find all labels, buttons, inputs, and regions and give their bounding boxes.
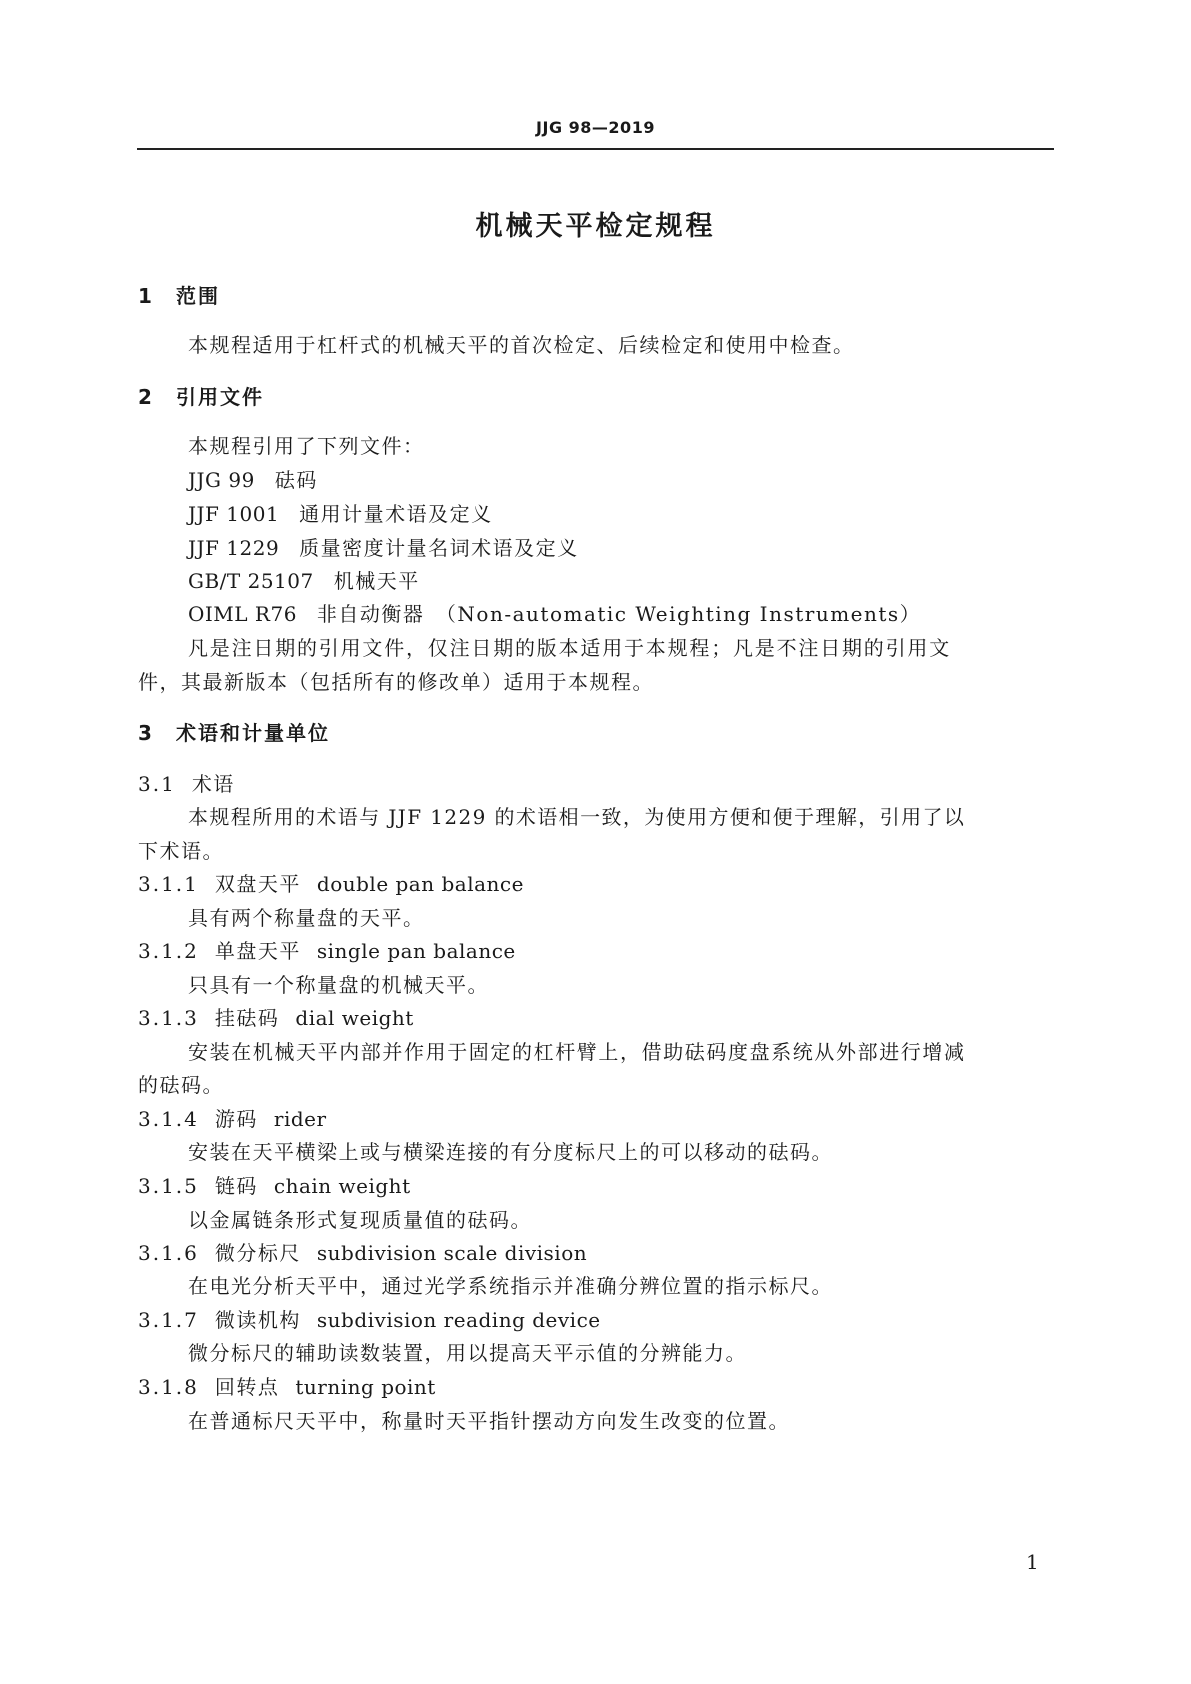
term-number: 3.1.5 bbox=[138, 1174, 199, 1198]
reference-name: 质量密度计量名词术语及定义 bbox=[299, 536, 579, 560]
reference-code: GB/T 25107 bbox=[188, 569, 314, 593]
subsection-number: 3.1 bbox=[138, 772, 176, 796]
term-english: chain weight bbox=[273, 1174, 411, 1198]
reference-item bbox=[188, 598, 921, 627]
section-3-heading bbox=[138, 717, 330, 746]
term-heading bbox=[138, 1371, 436, 1400]
term-heading bbox=[138, 1103, 327, 1132]
section-number: 3 bbox=[138, 721, 154, 745]
section-title: 术语和计量单位 bbox=[176, 721, 330, 745]
reference-note-line-2: 件，其最新版本（包括所有的修改单）适用于本规程。 bbox=[138, 670, 654, 694]
section-number: 1 bbox=[138, 284, 154, 308]
term-number: 3.1.2 bbox=[138, 939, 199, 963]
term-definition: 以金属链条形式复现质量值的砝码。 bbox=[188, 1208, 532, 1232]
reference-item bbox=[188, 565, 420, 594]
reference-name: 机械天平 bbox=[333, 569, 420, 593]
term-heading bbox=[138, 868, 524, 897]
term-definition-continued: 的砝码。 bbox=[138, 1073, 224, 1097]
term-english: dial weight bbox=[295, 1006, 414, 1030]
term-chinese: 挂砝码 bbox=[214, 1006, 280, 1030]
section-title: 范围 bbox=[176, 284, 220, 308]
reference-name: 通用计量术语及定义 bbox=[299, 502, 493, 526]
term-chinese: 游码 bbox=[214, 1107, 258, 1131]
term-number: 3.1.6 bbox=[138, 1241, 199, 1265]
subsection-3-1-heading bbox=[138, 768, 235, 797]
term-number: 3.1.7 bbox=[138, 1308, 199, 1332]
term-heading bbox=[138, 1170, 411, 1199]
subsection-title: 术语 bbox=[191, 772, 235, 796]
reference-code: OIML R76 bbox=[188, 602, 297, 626]
reference-code: JJG 99 bbox=[188, 468, 255, 492]
term-heading bbox=[138, 935, 516, 964]
term-definition: 安装在天平横梁上或与横梁连接的有分度标尺上的可以移动的砝码。 bbox=[188, 1140, 833, 1164]
reference-code: JJF 1001 bbox=[188, 502, 280, 526]
term-number: 3.1.8 bbox=[138, 1375, 199, 1399]
term-heading bbox=[138, 1002, 414, 1031]
terms-intro-line-2: 下术语。 bbox=[138, 839, 224, 863]
term-definition: 安装在机械天平内部并作用于固定的杠杆臂上，借助砝码度盘系统从外部进行增减 bbox=[188, 1040, 966, 1064]
term-english: single pan balance bbox=[316, 939, 516, 963]
term-number: 3.1.1 bbox=[138, 872, 199, 896]
term-english: double pan balance bbox=[316, 872, 524, 896]
reference-name: 非自动衡器 （Non-automatic Weighting Instruments） bbox=[316, 602, 922, 626]
page-number: 1 bbox=[1026, 1550, 1039, 1574]
terms-intro-line-1: 本规程所用的术语与 JJF 1229 的术语相一致，为使用方便和便于理解，引用了以 bbox=[188, 805, 966, 829]
document-code-header: JJG 98—2019 bbox=[536, 118, 655, 137]
term-definition: 只具有一个称量盘的机械天平。 bbox=[188, 973, 489, 997]
term-number: 3.1.4 bbox=[138, 1107, 199, 1131]
term-english: turning point bbox=[295, 1375, 436, 1399]
term-chinese: 双盘天平 bbox=[214, 872, 301, 896]
term-heading bbox=[138, 1237, 587, 1266]
term-chinese: 微读机构 bbox=[214, 1308, 301, 1332]
term-number: 3.1.3 bbox=[138, 1006, 199, 1030]
reference-note-line-1: 凡是注日期的引用文件，仅注日期的版本适用于本规程；凡是不注日期的引用文 bbox=[188, 636, 951, 660]
section-1-heading bbox=[138, 280, 220, 309]
document-title: 机械天平检定规程 bbox=[475, 211, 716, 242]
section-title: 引用文件 bbox=[176, 385, 264, 409]
term-english: rider bbox=[273, 1107, 327, 1131]
section-1-text: 本规程适用于杠杆式的机械天平的首次检定、后续检定和使用中检查。 bbox=[188, 333, 855, 357]
term-chinese: 微分标尺 bbox=[214, 1241, 301, 1265]
term-english: subdivision reading device bbox=[316, 1308, 601, 1332]
reference-item bbox=[188, 498, 493, 527]
term-chinese: 单盘天平 bbox=[214, 939, 301, 963]
reference-code: JJF 1229 bbox=[188, 536, 280, 560]
reference-name: 砝码 bbox=[274, 468, 318, 492]
term-definition: 在普通标尺天平中，称量时天平指针摆动方向发生改变的位置。 bbox=[188, 1409, 790, 1433]
term-english: subdivision scale division bbox=[316, 1241, 588, 1265]
term-heading bbox=[138, 1304, 601, 1333]
term-chinese: 链码 bbox=[214, 1174, 258, 1198]
reference-item bbox=[188, 464, 318, 493]
term-chinese: 回转点 bbox=[214, 1375, 280, 1399]
reference-item bbox=[188, 532, 579, 561]
references-intro: 本规程引用了下列文件： bbox=[188, 434, 425, 458]
term-definition: 微分标尺的辅助读数装置，用以提高天平示值的分辨能力。 bbox=[188, 1341, 747, 1365]
section-number: 2 bbox=[138, 385, 154, 409]
header-rule bbox=[137, 148, 1054, 150]
section-2-heading bbox=[138, 381, 264, 410]
term-definition: 具有两个称量盘的天平。 bbox=[188, 906, 425, 930]
term-definition: 在电光分析天平中，通过光学系统指示并准确分辨位置的指示标尺。 bbox=[188, 1274, 833, 1298]
